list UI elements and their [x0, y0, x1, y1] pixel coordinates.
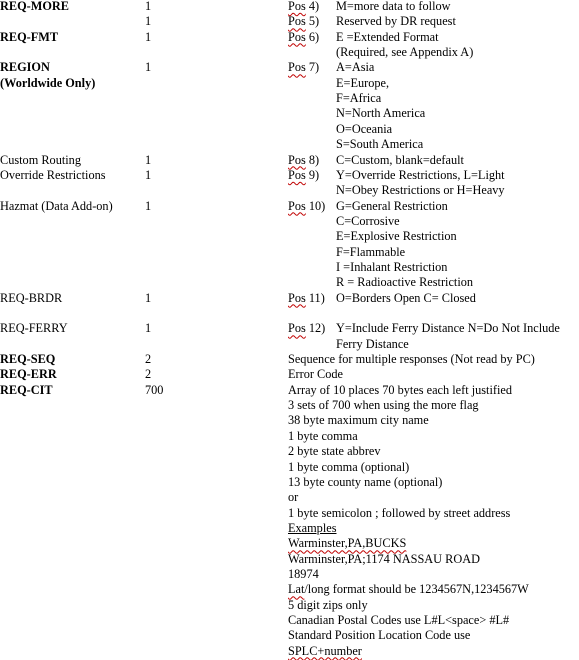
table-row [0, 581, 579, 597]
value-description: E =Extended Format [336, 29, 439, 44]
position-word: Pos [288, 167, 306, 182]
value-description: O=Borders Open C= Closed [336, 290, 476, 305]
field-name: REQ-MORE [0, 0, 69, 13]
value-description: F=Flammable [336, 244, 406, 259]
field-name: REQ-FERRY [0, 321, 68, 336]
spellcheck-word: Lat [288, 582, 305, 597]
position-number: 8) [305, 152, 320, 167]
description-text: Examples [288, 520, 337, 535]
description-text: SPLC+number [288, 643, 362, 658]
field-name: Override Restrictions [0, 167, 106, 182]
table-row [0, 0, 579, 14]
description-text: Standard Position Location Code use [288, 628, 471, 643]
value-description: E=Europe, [336, 75, 390, 90]
table-row [0, 213, 579, 229]
position-number: 5) [305, 14, 320, 29]
description-text: 1 byte comma [288, 428, 358, 443]
position-label [288, 0, 319, 14]
field-name: REGION [0, 60, 50, 75]
value-description: A=Asia [336, 60, 375, 75]
value-description: (Required, see Appendix A) [336, 45, 474, 60]
table-row [0, 13, 579, 29]
table-row [0, 274, 579, 290]
field-length: 1 [145, 167, 152, 182]
position-word: Pos [288, 290, 306, 305]
value-description: N=Obey Restrictions or H=Heavy [336, 183, 505, 198]
description-text: Array of 10 places 70 bytes each left justified [288, 382, 512, 397]
table-row [0, 90, 579, 106]
value-description: C=Custom, blank=default [336, 152, 464, 167]
position-label [288, 320, 325, 336]
table-row [0, 167, 579, 183]
description-text: or [288, 490, 299, 505]
value-description: Ferry Distance [336, 336, 409, 351]
field-length: 1 [145, 14, 152, 29]
table-row [0, 551, 579, 567]
table-row [0, 627, 579, 643]
table-row [0, 566, 579, 582]
table-row [0, 228, 579, 244]
value-description: C=Corrosive [336, 213, 400, 228]
value-description: I =Inhalant Restriction [336, 259, 448, 274]
description-text: Canadian Postal Codes use L#L<space> #L# [288, 613, 510, 627]
table-row [0, 520, 579, 536]
description-text: 3 sets of 700 when using the more flag [288, 398, 479, 413]
table-row [0, 290, 579, 306]
table-row [0, 244, 579, 260]
value-description: Reserved by DR request [336, 14, 456, 29]
position-word: Pos [288, 198, 306, 213]
position-number: 4) [305, 0, 320, 13]
description-text: 18974 [288, 566, 319, 581]
field-name: (Worldwide Only) [0, 75, 96, 90]
description-text: 1 byte comma (optional) [288, 459, 410, 474]
table-row [0, 612, 579, 628]
field-length: 1 [145, 29, 152, 44]
value-description: M=more data to follow [336, 0, 451, 13]
description-text: Sequence for multiple responses (Not read by PC) [288, 352, 535, 367]
position-label [288, 198, 325, 214]
position-number: 6) [305, 29, 320, 44]
description-text: Warminster,PA;1174 NASSAU ROAD [288, 551, 480, 566]
value-description: O=Oceania [336, 121, 393, 136]
field-length: 1 [145, 321, 152, 336]
table-row [0, 198, 579, 214]
position-word: Pos [288, 29, 306, 44]
table-row [0, 259, 579, 275]
description-text: 5 digit zips only [288, 597, 368, 612]
description-text: Lat/long format should be 1234567N,1234567W [288, 582, 529, 597]
position-word: Pos [288, 14, 306, 29]
field-length: 1 [145, 198, 152, 213]
table-row [0, 443, 579, 459]
table-row [0, 489, 579, 505]
value-description: E=Explosive Restriction [336, 229, 457, 244]
description-text: 13 byte county name (optional) [288, 474, 443, 489]
table-row [0, 459, 579, 475]
table-row [0, 121, 579, 137]
table-row [0, 474, 579, 490]
position-label [288, 59, 319, 75]
position-number: 11) [305, 290, 325, 305]
field-length: 2 [145, 352, 152, 367]
field-length: 1 [145, 152, 152, 167]
table-row [0, 305, 579, 321]
table-row [0, 505, 579, 521]
field-length: 1 [145, 290, 152, 305]
table-row [0, 29, 579, 45]
table-row [0, 75, 579, 91]
position-word: Pos [288, 60, 306, 75]
position-word: Pos [288, 0, 306, 13]
field-length: 2 [145, 367, 152, 382]
table-row [0, 535, 579, 551]
table-row [0, 44, 579, 60]
table-row [0, 397, 579, 413]
description-text: 38 byte maximum city name [288, 413, 429, 428]
table-row [0, 105, 579, 121]
field-name: REQ-SEQ [0, 352, 56, 367]
position-label [288, 167, 319, 183]
value-description: R = Radioactive Restriction [336, 275, 474, 290]
table-row [0, 59, 579, 75]
position-label [288, 13, 319, 29]
position-word: Pos [288, 152, 306, 167]
value-description: N=North America [336, 106, 426, 121]
value-description: Y=Include Ferry Distance N=Do Not Include [336, 321, 560, 336]
position-label [288, 152, 319, 168]
description-text: 2 byte state abbrev [288, 444, 381, 459]
description-text: Warminster,PA,BUCKS [288, 536, 407, 551]
value-description: F=Africa [336, 91, 382, 106]
description-text: Error Code [288, 367, 343, 382]
value-description: Y=Override Restrictions, L=Light [336, 167, 505, 182]
table-row [0, 152, 579, 168]
position-number: 12) [305, 321, 326, 336]
table-row [0, 412, 579, 428]
field-length: 1 [145, 0, 152, 13]
table-row [0, 428, 579, 444]
position-word: Pos [288, 321, 306, 336]
field-name: REQ-BRDR [0, 290, 63, 305]
field-name: REQ-FMT [0, 29, 59, 44]
table-row [0, 336, 579, 352]
field-length: 1 [145, 60, 152, 75]
table-row [0, 351, 579, 367]
table-row [0, 597, 579, 613]
position-number: 9) [305, 167, 320, 182]
table-row [0, 366, 579, 382]
table-row [0, 320, 579, 336]
position-number: 10) [305, 198, 326, 213]
value-description: G=General Restriction [336, 198, 448, 213]
field-length: 700 [145, 382, 164, 397]
field-name: REQ-ERR [0, 367, 57, 382]
table-row [0, 643, 579, 659]
value-description: S=South America [336, 137, 424, 152]
table-row [0, 382, 579, 398]
field-name: Hazmat (Data Add-on) [0, 198, 113, 213]
table-row [0, 136, 579, 152]
position-number: 7) [305, 60, 320, 75]
position-label [288, 290, 325, 306]
description-text: 1 byte semicolon ; followed by street address [288, 505, 511, 520]
field-name: Custom Routing [0, 152, 81, 167]
position-label [288, 29, 319, 45]
table-row [0, 182, 579, 198]
field-name: REQ-CIT [0, 382, 53, 397]
